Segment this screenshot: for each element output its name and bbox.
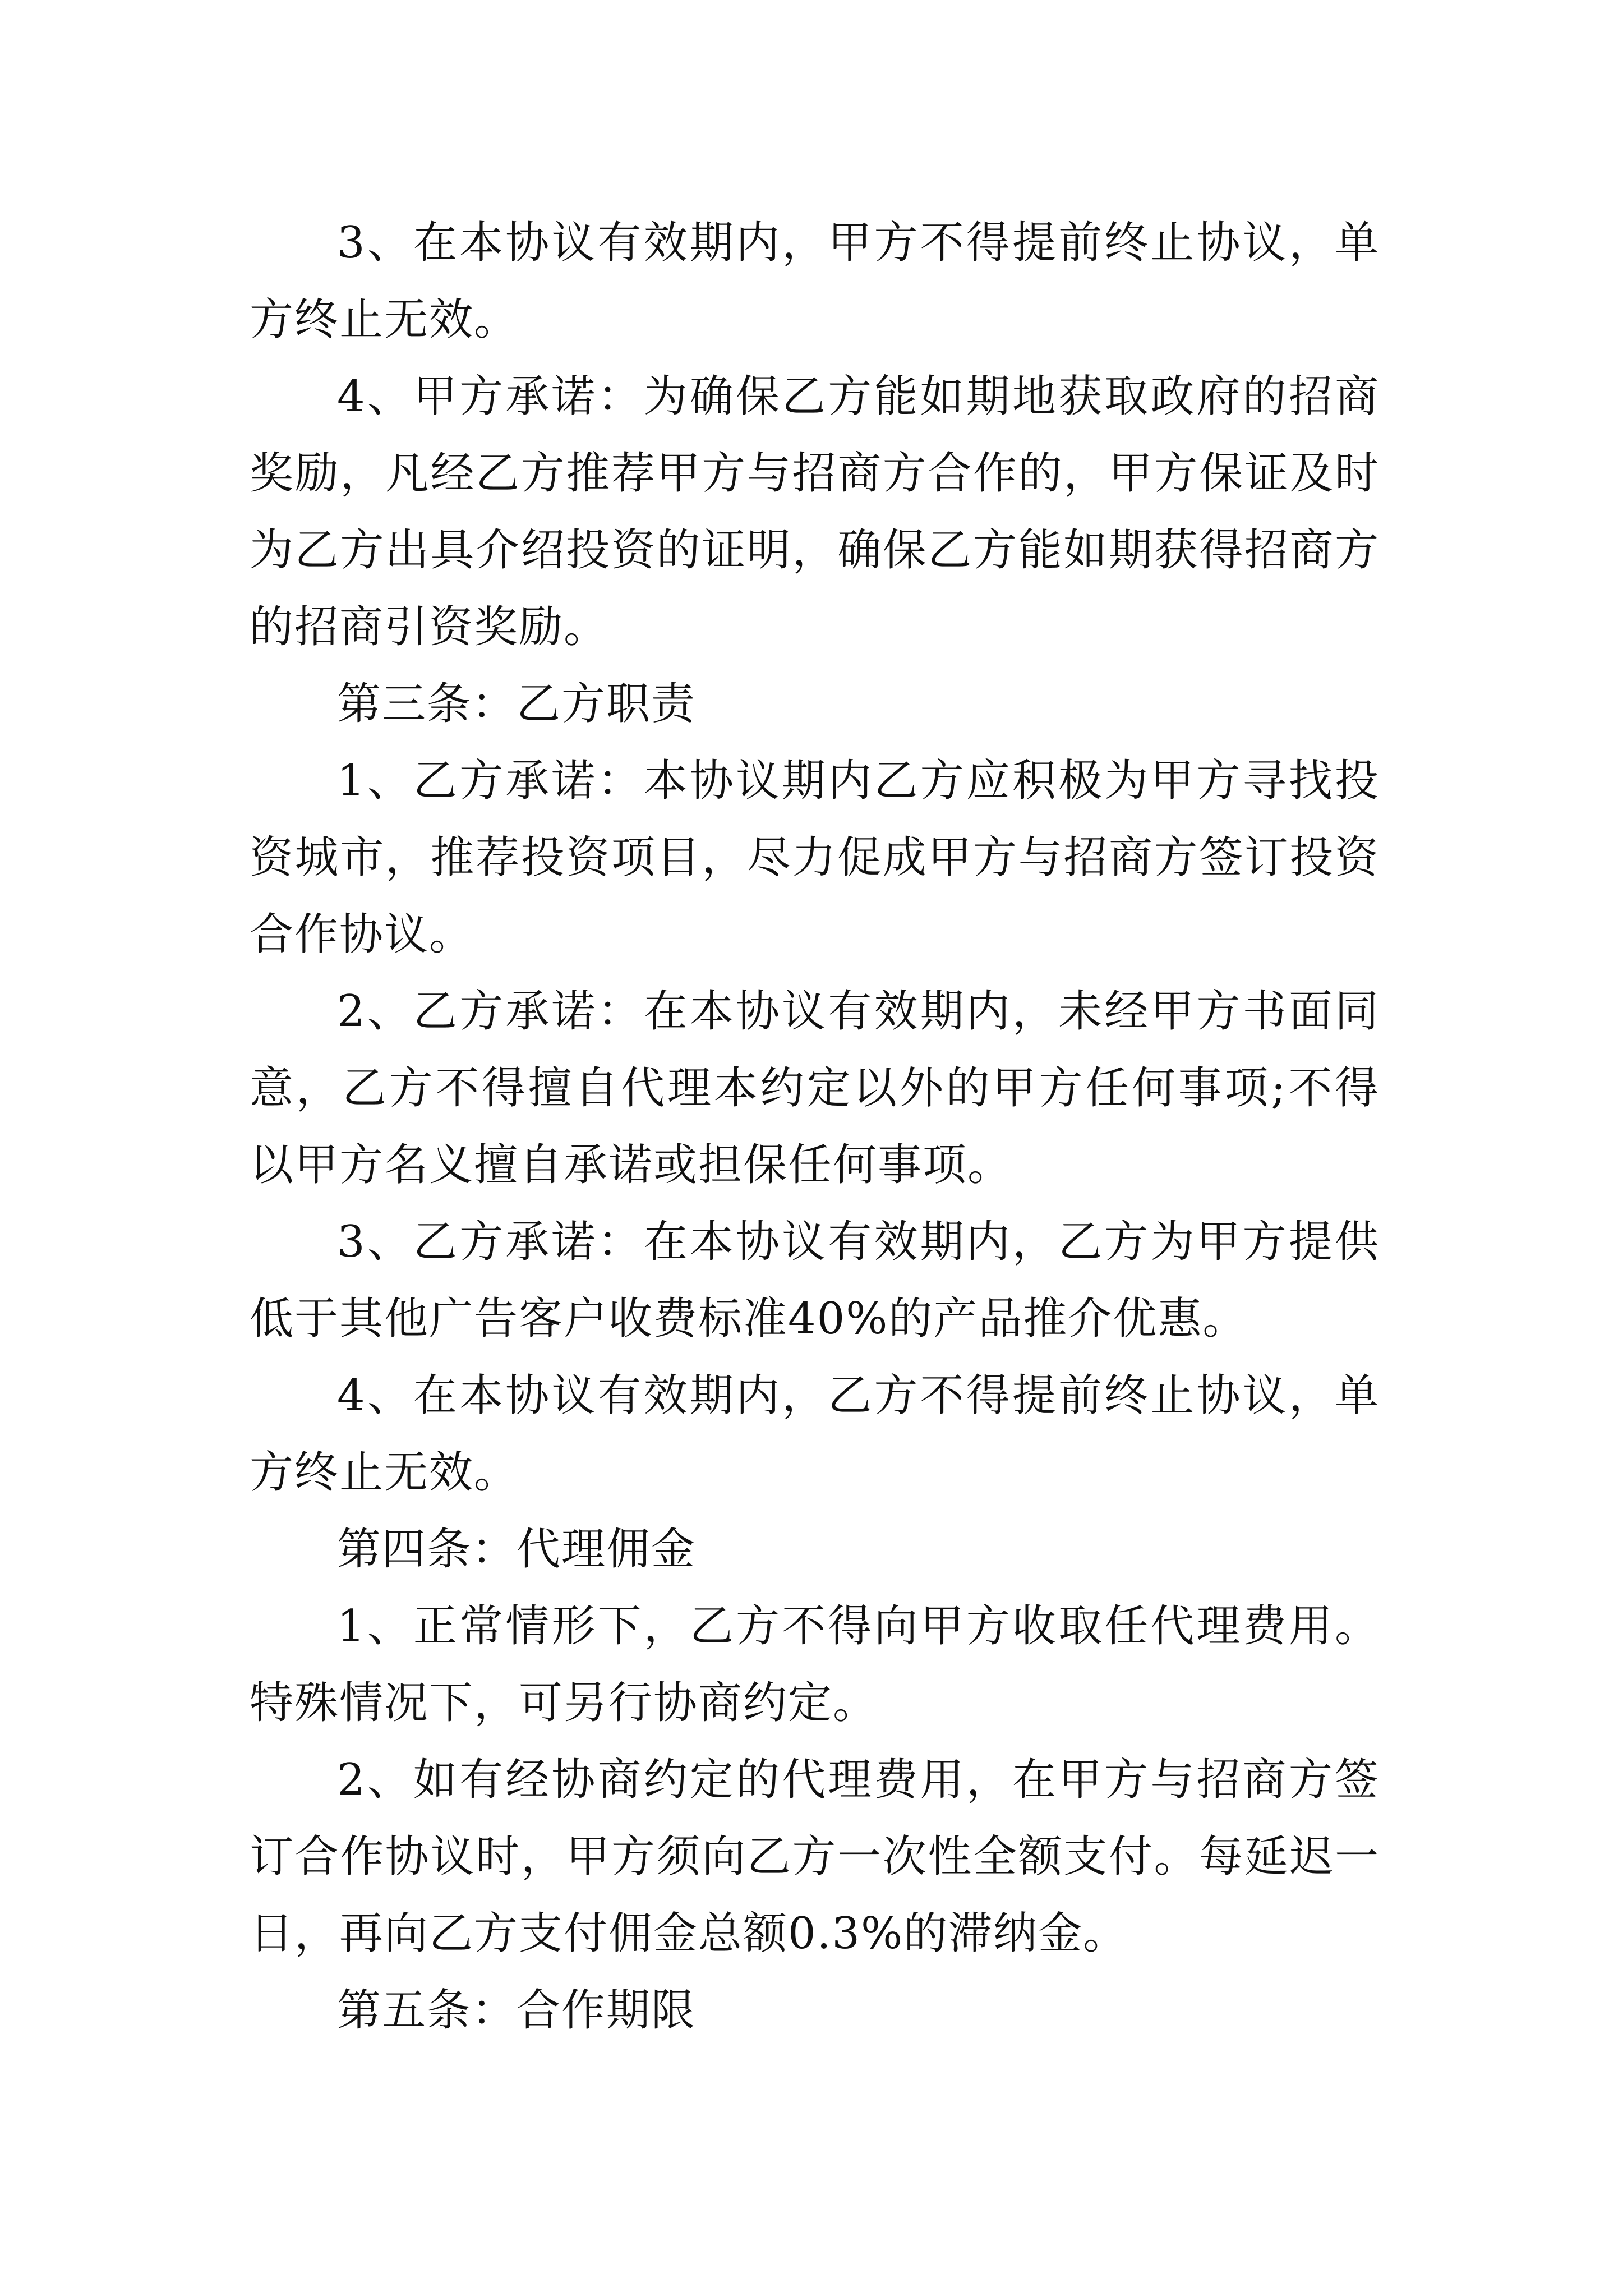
document-body xyxy=(250,205,1380,2049)
paragraph-party-b-clause-1: 1、乙方承诺：本协议期内乙方应积极为甲方寻找投资城市，推荐投资项目，尽力促成甲方与招商方签订投资合作协议。 xyxy=(250,756,1380,960)
paragraph-commission-clause-1: 1、正常情形下，乙方不得向甲方收取任代理费用。特殊情况下，可另行协商约定。 xyxy=(250,1601,1380,1728)
paragraph-party-b-clause-3: 3、乙方承诺：在本协议有效期内，乙方为甲方提供低于其他广告客户收费标准40%的产品推介优惠。 xyxy=(250,1217,1380,1344)
section-heading-article-5: 第五条：合作期限 xyxy=(337,1985,697,2036)
paragraph-party-a-clause-4: 4、甲方承诺：为确保乙方能如期地获取政府的招商奖励，凡经乙方推荐甲方与招商方合作的，甲方保证及时为乙方出具介绍投资的证明，确保乙方能如期获得招商方的招商引资奖励。 xyxy=(250,371,1380,652)
paragraph-party-b-clause-2: 2、乙方承诺：在本协议有效期内，未经甲方书面同意，乙方不得擅自代理本约定以外的甲方任何事项;不得以甲方名义擅自承诺或担保任何事项。 xyxy=(250,986,1380,1190)
section-heading-article-3: 第三条：乙方职责 xyxy=(337,679,697,729)
paragraph-party-b-clause-4: 4、在本协议有效期内，乙方不得提前终止协议，单方终止无效。 xyxy=(250,1370,1380,1498)
paragraph-commission-clause-2: 2、如有经协商约定的代理费用，在甲方与招商方签订合作协议时，甲方须向乙方一次性全额支付。每延迟一日，再向乙方支付佣金总额0.3%的滞纳金。 xyxy=(250,1755,1380,1959)
section-heading-article-4: 第四条：代理佣金 xyxy=(337,1524,697,1575)
paragraph-party-a-clause-3: 3、在本协议有效期内，甲方不得提前终止协议，单方终止无效。 xyxy=(250,218,1380,345)
